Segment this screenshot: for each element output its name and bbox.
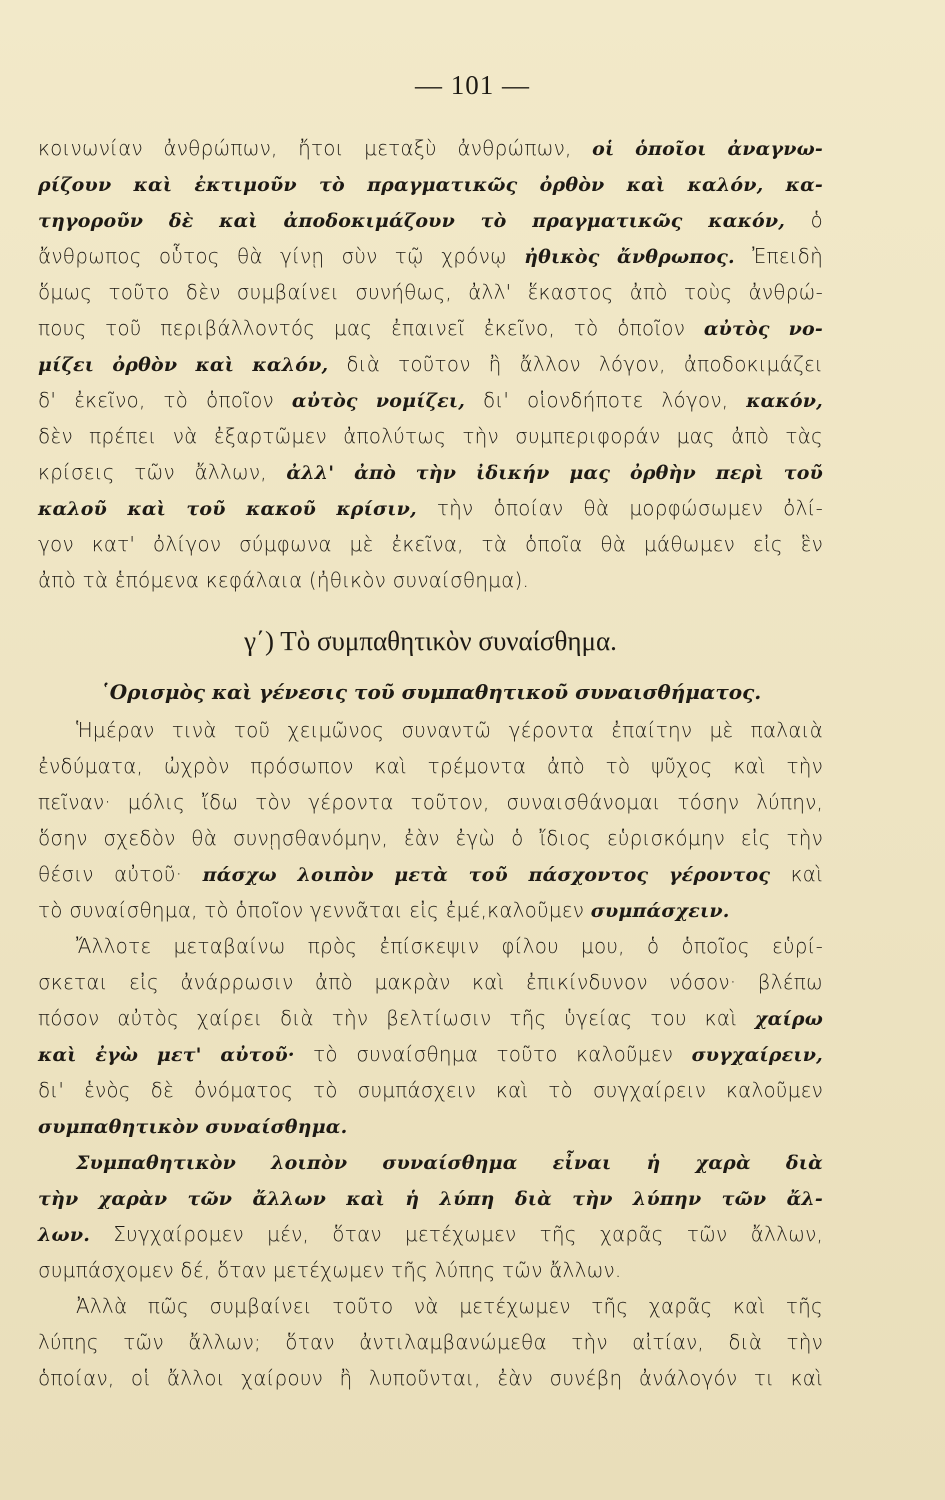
paragraph-1 [38,130,823,598]
text-line [38,712,823,748]
text-run: Ἀλλὰ πῶς συμβαίνει τοῦτο νὰ μετέχωμεν τῆς χαρᾶς καὶ τῆς [76,1294,823,1318]
emphasized-text: αὐτὸς νο- [703,318,823,340]
emphasized-text: κακόν, [746,390,823,412]
emphasized-text: ρίζουν καὶ ἐκτιμοῦν τὸ πραγματικῶς ὀρθὸν καὶ καλόν, κα- [38,174,823,196]
text-line [38,748,823,784]
text-line [38,238,823,274]
emphasized-text: τὴν χαρὰν τῶν ἄλλων καὶ ἡ λύπη διὰ τὴν λύπην τῶν ἄλ- [38,1188,823,1210]
text-line [38,1108,823,1144]
emphasized-text: χαίρω [754,1008,823,1030]
text-run: δὲν πρέπει νὰ ἐξαρτῶμεν ἀπολύτως τὴν συμπεριφοράν μας ἀπὸ τὰς [38,424,823,448]
emphasized-text: καλοῦ καὶ τοῦ κακοῦ κρίσιν, [38,498,417,520]
text-line [38,202,823,238]
text-line [38,784,823,820]
text-run: ὁποίαν, οἱ ἄλλοι χαίρουν ἢ λυποῦνται, ἐὰν συνέβη ἀνάλογόν τι καὶ [38,1366,823,1390]
text-line [38,526,823,562]
text-line [38,490,823,526]
text-run: σκεται εἰς ἀνάρρωσιν ἀπὸ μακρὰν καὶ ἐπικίνδυνον νόσον· βλέπω [38,970,823,994]
text-line [38,454,823,490]
text-line [38,418,823,454]
text-run: πεῖναν· μόλις ἴδω τὸν γέροντα τοῦτον, συναισθάνομαι τόσην λύπην, [38,790,823,814]
text-run: ὅσην σχεδὸν θὰ συνῃσθανόμην, ἐὰν ἐγὼ ὁ ἴδιος εὑρισκόμην εἰς τὴν [38,826,823,850]
text-line [38,1000,823,1036]
text-run: λύπης τῶν ἄλλων; ὅταν ἀντιλαμβανώμεθα τὴν αἰτίαν, διὰ τὴν [38,1330,823,1354]
text-run: Ἡμέραν τινὰ τοῦ χειμῶνος συναντῶ γέροντα ἐπαίτην μὲ παλαιὰ [76,718,823,742]
emphasized-text: συμπαθητικὸν συναίσθημα. [38,1116,348,1138]
text-line [38,928,823,964]
emphasized-text: συγχαίρειν, [691,1044,823,1066]
emphasized-text: συμπάσχειν. [590,900,730,922]
text-line [38,1180,823,1216]
section-subheading: ῾Ορισμὸς καὶ γένεσις τοῦ συμπαθητικοῦ συναισθήματος. [99,680,762,704]
text-run: τὴν ὁποίαν θὰ μορφώσωμεν ὀλί- [416,496,824,520]
page-number: — 101 — [415,70,530,100]
text-run: τὸ συναίσθημα τοῦτο καλοῦμεν [294,1042,692,1066]
text-run: Συγχαίρομεν μέν, ὅταν μετέχωμεν τῆς χαρᾶς τῶν ἄλλων, [90,1222,823,1246]
text-run: κοινωνίαν ἀνθρώπων, ἤτοι μεταξὺ ἀνθρώπων, [38,136,593,160]
text-line [38,1144,823,1180]
text-line [38,310,823,346]
text-line [38,820,823,856]
paragraph-3 [38,928,823,1144]
emphasized-text: τηγοροῦν δὲ καὶ ἀποδοκιμάζουν τὸ πραγματικῶς κακόν, [38,210,786,232]
text-line [38,166,823,202]
body-text [38,130,823,1396]
text-line [38,562,823,598]
emphasized-text: ἠθικὸς ἄνθρωπος. [524,246,735,268]
text-line [38,1324,823,1360]
text-run: πόσον αὐτὸς χαίρει διὰ τὴν βελτίωσιν τῆς ὑγείας του καὶ [38,1006,755,1030]
text-line [38,274,823,310]
text-run: θέσιν αὐτοῦ· [38,862,203,886]
emphasized-text: λων. [38,1224,91,1246]
text-line [38,1216,823,1252]
text-line [38,964,823,1000]
paragraph-5 [38,1288,823,1396]
emphasized-text: καὶ ἐγὼ μετ' αὐτοῦ· [38,1044,295,1066]
emphasized-text: μίζει ὀρθὸν καὶ καλόν, [38,354,329,376]
text-line [38,1072,823,1108]
text-run: δι' οἱονδήποτε λόγον, [465,388,747,412]
text-run: ὅμως τοῦτο δὲν συμβαίνει συνήθως, ἀλλ' ἕκαστος ἀπὸ τοὺς ἀνθρώ- [38,280,823,304]
text-line [38,892,823,928]
text-run: τὸ συναίσθημα, τὸ ὁποῖον γεννᾶται εἰς ἐμέ,καλοῦμεν [38,898,591,922]
text-run: ἄνθρωπος οὗτος θὰ γίνῃ σὺν τῷ χρόνῳ [38,244,525,268]
section-heading: γ΄) Τὸ συμπαθητικὸν συναίσθημα. [244,626,617,656]
text-line [38,130,823,166]
text-line [38,856,823,892]
text-run: Ἄλλοτε μεταβαίνω πρὸς ἐπίσκεψιν φίλου μου, ὁ ὁποῖος εὑρί- [76,934,823,958]
emphasized-text: οἱ ὁποῖοι ἀναγνω- [592,138,823,160]
text-line [38,1360,823,1396]
emphasized-text: πάσχω λοιπὸν μετὰ τοῦ πάσχοντος γέροντος [202,864,771,886]
text-run: συμπάσχομεν δέ, ὅταν μετέχωμεν τῆς λύπης τῶν ἄλλων. [38,1258,622,1282]
text-line [38,1288,823,1324]
text-run: διὰ τοῦτον ἢ ἄλλον λόγον, ἀποδοκιμάζει [328,352,824,376]
text-run: πους τοῦ περιβάλλοντός μας ἐπαινεῖ ἐκεῖνο, τὸ ὁποῖον [38,316,704,340]
text-run: ἀπὸ τὰ ἑπόμενα κεφάλαια (ἠθικὸν συναίσθημα). [38,568,530,592]
text-run: κρίσεις τῶν ἄλλων, [38,460,287,484]
text-run: δ' ἐκεῖνο, τὸ ὁποῖον [38,388,292,412]
emphasized-text: Συμπαθητικὸν λοιπὸν συναίσθημα εἶναι ἡ χαρὰ διὰ [76,1152,823,1174]
text-line [38,1036,823,1072]
text-line [38,1252,823,1288]
text-run: ὁ [785,208,823,232]
text-line [38,346,823,382]
text-run: ἐνδύματα, ὠχρὸν πρόσωπον καὶ τρέμοντα ἀπὸ τὸ ψῦχος καὶ τὴν [38,754,823,778]
text-line [38,382,823,418]
paragraph-2 [38,712,823,928]
text-run: γον κατ' ὀλίγον σύμφωνα μὲ ἐκεῖνα, τὰ ὁποῖα θὰ μάθωμεν εἰς ἓν [38,532,823,556]
emphasized-text: ἀλλ' ἀπὸ τὴν ἰδικήν μας ὀρθὴν περὶ τοῦ [286,462,823,484]
text-run: καὶ [770,862,824,886]
text-run: Ἐπειδὴ [734,244,823,268]
emphasized-text: αὐτὸς νομίζει, [291,390,466,412]
paragraph-4 [38,1144,823,1288]
text-run: δι' ἑνὸς δὲ ὀνόματος τὸ συμπάσχειν καὶ τὸ συγχαίρειν καλοῦμεν [38,1078,823,1102]
